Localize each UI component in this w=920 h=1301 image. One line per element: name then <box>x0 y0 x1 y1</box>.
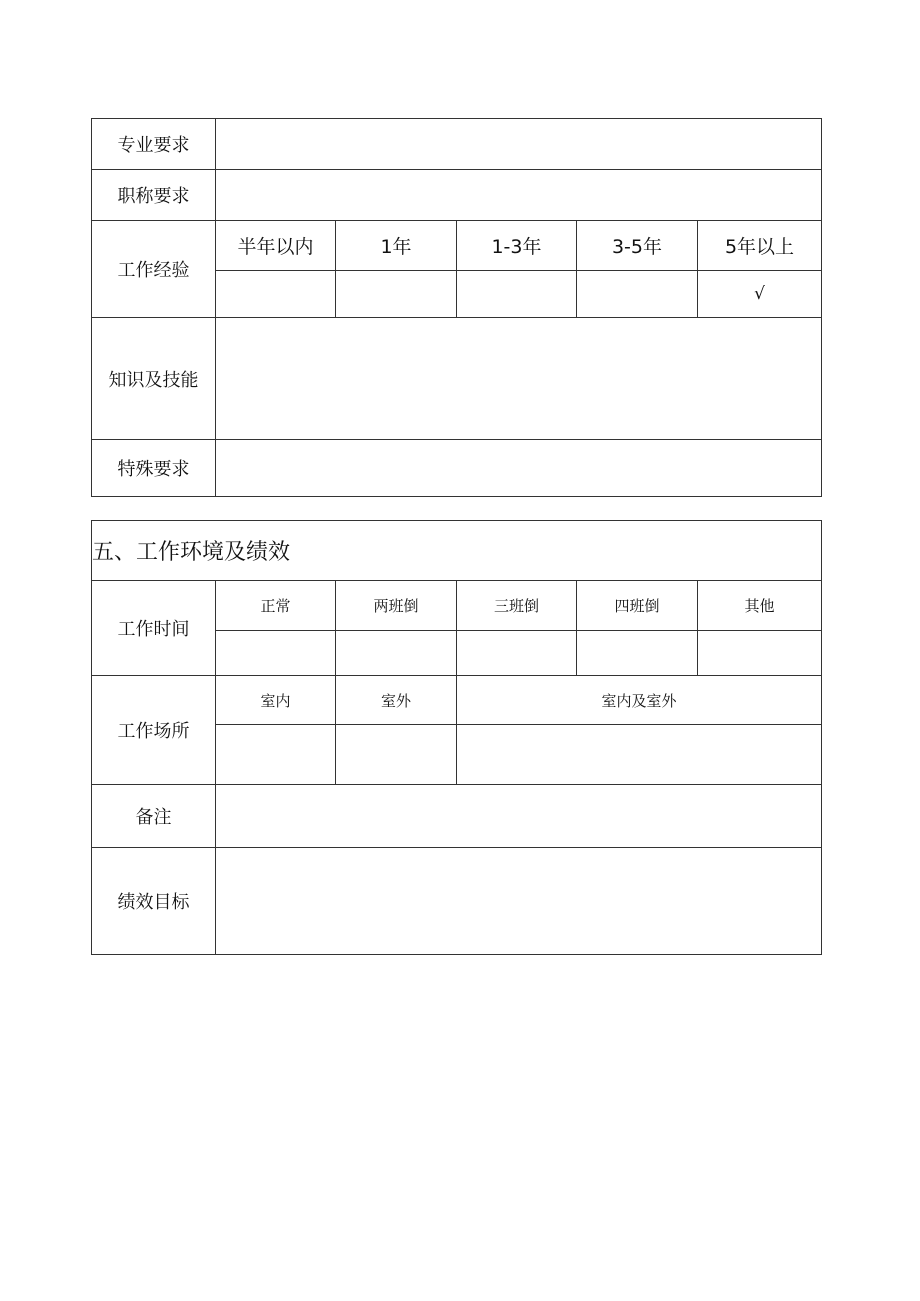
work-time-mark-two-shift[interactable] <box>336 631 456 675</box>
special-requirement-label: 特殊要求 <box>117 459 190 480</box>
major-requirement-value[interactable] <box>216 119 821 169</box>
work-place-option-both: 室内及室外 <box>601 691 677 710</box>
performance-goal-label: 绩效目标 <box>117 892 190 913</box>
special-requirement-value[interactable] <box>216 440 821 496</box>
experience-mark-3-5-years[interactable] <box>577 271 697 317</box>
experience-option-1-year: 1年 <box>380 236 412 258</box>
remarks-value[interactable] <box>216 785 821 847</box>
work-place-mark-indoor[interactable] <box>216 725 335 784</box>
section-title: 五、工作环境及绩效 <box>92 540 291 565</box>
work-time-option-other: 其他 <box>744 597 775 615</box>
work-place-label: 工作场所 <box>117 721 190 742</box>
work-time-option-four-shift: 四班倒 <box>614 597 660 615</box>
work-time-option-two-shift: 两班倒 <box>373 597 419 615</box>
knowledge-skills-label: 知识及技能 <box>108 369 199 391</box>
work-place-mark-outdoor[interactable] <box>336 725 456 784</box>
experience-mark-half-year[interactable] <box>216 271 335 317</box>
remarks-label: 备注 <box>135 807 172 828</box>
experience-option-3-5-years: 3-5年 <box>611 236 663 258</box>
experience-mark-5-plus-years[interactable]: √ <box>754 284 765 304</box>
title-requirement-value[interactable] <box>216 170 821 220</box>
experience-mark-1-3-years[interactable] <box>457 271 576 317</box>
experience-option-5-plus-years: 5年以上 <box>724 236 795 258</box>
title-requirement-label: 职称要求 <box>117 186 190 207</box>
work-time-mark-normal[interactable] <box>216 631 335 675</box>
work-place-option-indoor: 室内 <box>260 691 291 710</box>
experience-option-1-3-years: 1-3年 <box>491 236 542 258</box>
work-time-mark-three-shift[interactable] <box>457 631 576 675</box>
knowledge-skills-value[interactable] <box>216 318 821 439</box>
experience-mark-1-year[interactable] <box>336 271 456 317</box>
work-time-option-three-shift: 三班倒 <box>493 597 539 615</box>
work-time-mark-four-shift[interactable] <box>577 631 697 675</box>
work-experience-label: 工作经验 <box>117 260 190 281</box>
work-time-option-normal: 正常 <box>260 597 291 615</box>
experience-option-half-year: 半年以内 <box>237 236 314 258</box>
work-time-label: 工作时间 <box>117 619 190 640</box>
work-place-mark-both[interactable] <box>457 725 821 784</box>
work-time-mark-other[interactable] <box>698 631 821 675</box>
major-requirement-label: 专业要求 <box>117 135 190 156</box>
performance-goal-value[interactable] <box>216 848 821 954</box>
work-place-option-outdoor: 室外 <box>380 691 411 710</box>
